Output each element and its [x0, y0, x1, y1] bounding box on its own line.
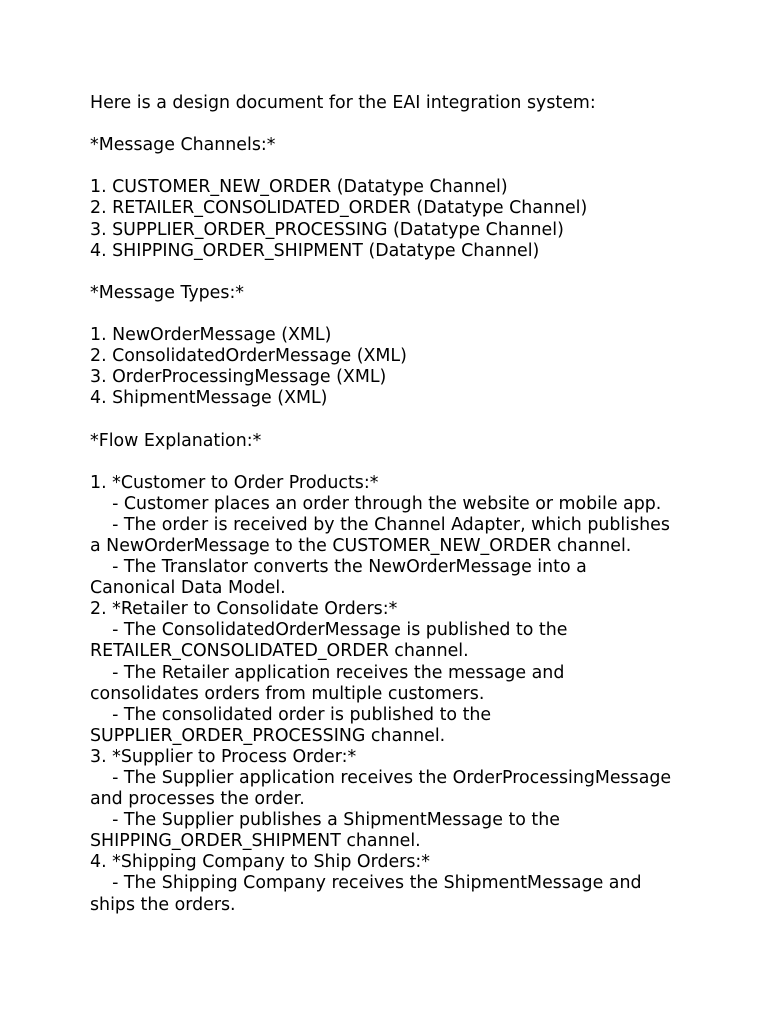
- flow-line: - The Supplier publishes a ShipmentMessage to the: [90, 810, 560, 831]
- channel-item: 4. SHIPPING_ORDER_SHIPMENT (Datatype Channel): [90, 240, 540, 261]
- flow-line: ships the orders.: [90, 894, 236, 915]
- types-heading: *Message Types:*: [90, 282, 245, 303]
- flow-step-heading: 3. *Supplier to Process Order:*: [90, 746, 357, 767]
- type-item: 4. ShipmentMessage (XML): [90, 388, 328, 409]
- spacer: [90, 304, 730, 325]
- flow-line: - The Translator converts the NewOrderMessage into a: [90, 557, 587, 578]
- channel-item: 2. RETAILER_CONSOLIDATED_ORDER (Datatype Channel): [90, 198, 588, 219]
- document-body: [90, 93, 730, 916]
- flow-step-heading: 4. *Shipping Company to Ship Orders:*: [90, 852, 430, 873]
- flow-line: - The ConsolidatedOrderMessage is published to the: [90, 620, 568, 641]
- flow-heading: *Flow Explanation:*: [90, 430, 262, 451]
- channel-item: 3. SUPPLIER_ORDER_PROCESSING (Datatype Channel): [90, 219, 564, 240]
- flow-line: - Customer places an order through the website or mobile app.: [90, 493, 662, 514]
- flow-line: - The consolidated order is published to the: [90, 704, 492, 725]
- spacer: [90, 114, 730, 135]
- flow-line: SUPPLIER_ORDER_PROCESSING channel.: [90, 725, 446, 746]
- type-item: 1. NewOrderMessage (XML): [90, 325, 332, 346]
- flow-line: - The Shipping Company receives the ShipmentMessage and: [90, 873, 642, 894]
- type-item: 2. ConsolidatedOrderMessage (XML): [90, 346, 407, 367]
- flow-step-heading: 2. *Retailer to Consolidate Orders:*: [90, 599, 398, 620]
- flow-line: SHIPPING_ORDER_SHIPMENT channel.: [90, 831, 421, 852]
- flow-line: RETAILER_CONSOLIDATED_ORDER channel.: [90, 641, 469, 662]
- channels-heading: *Message Channels:*: [90, 135, 276, 156]
- flow-line: a NewOrderMessage to the CUSTOMER_NEW_ORDER channel.: [90, 535, 632, 556]
- spacer: [90, 409, 730, 430]
- spacer: [90, 262, 730, 283]
- flow-line: - The Retailer application receives the message and: [90, 662, 565, 683]
- spacer: [90, 452, 730, 473]
- flow-line: and processes the order.: [90, 789, 305, 810]
- intro-text: Here is a design document for the EAI integration system:: [90, 93, 596, 113]
- channel-item: 1. CUSTOMER_NEW_ORDER (Datatype Channel): [90, 177, 508, 198]
- flow-line: - The order is received by the Channel Adapter, which publishes: [90, 514, 670, 535]
- flow-step-heading: 1. *Customer to Order Products:*: [90, 472, 379, 493]
- flow-line: - The Supplier application receives the OrderProcessingMessage: [90, 768, 672, 788]
- flow-line: Canonical Data Model.: [90, 578, 286, 599]
- type-item: 3. OrderProcessingMessage (XML): [90, 367, 387, 388]
- flow-line: consolidates orders from multiple customers.: [90, 683, 485, 704]
- spacer: [90, 156, 730, 177]
